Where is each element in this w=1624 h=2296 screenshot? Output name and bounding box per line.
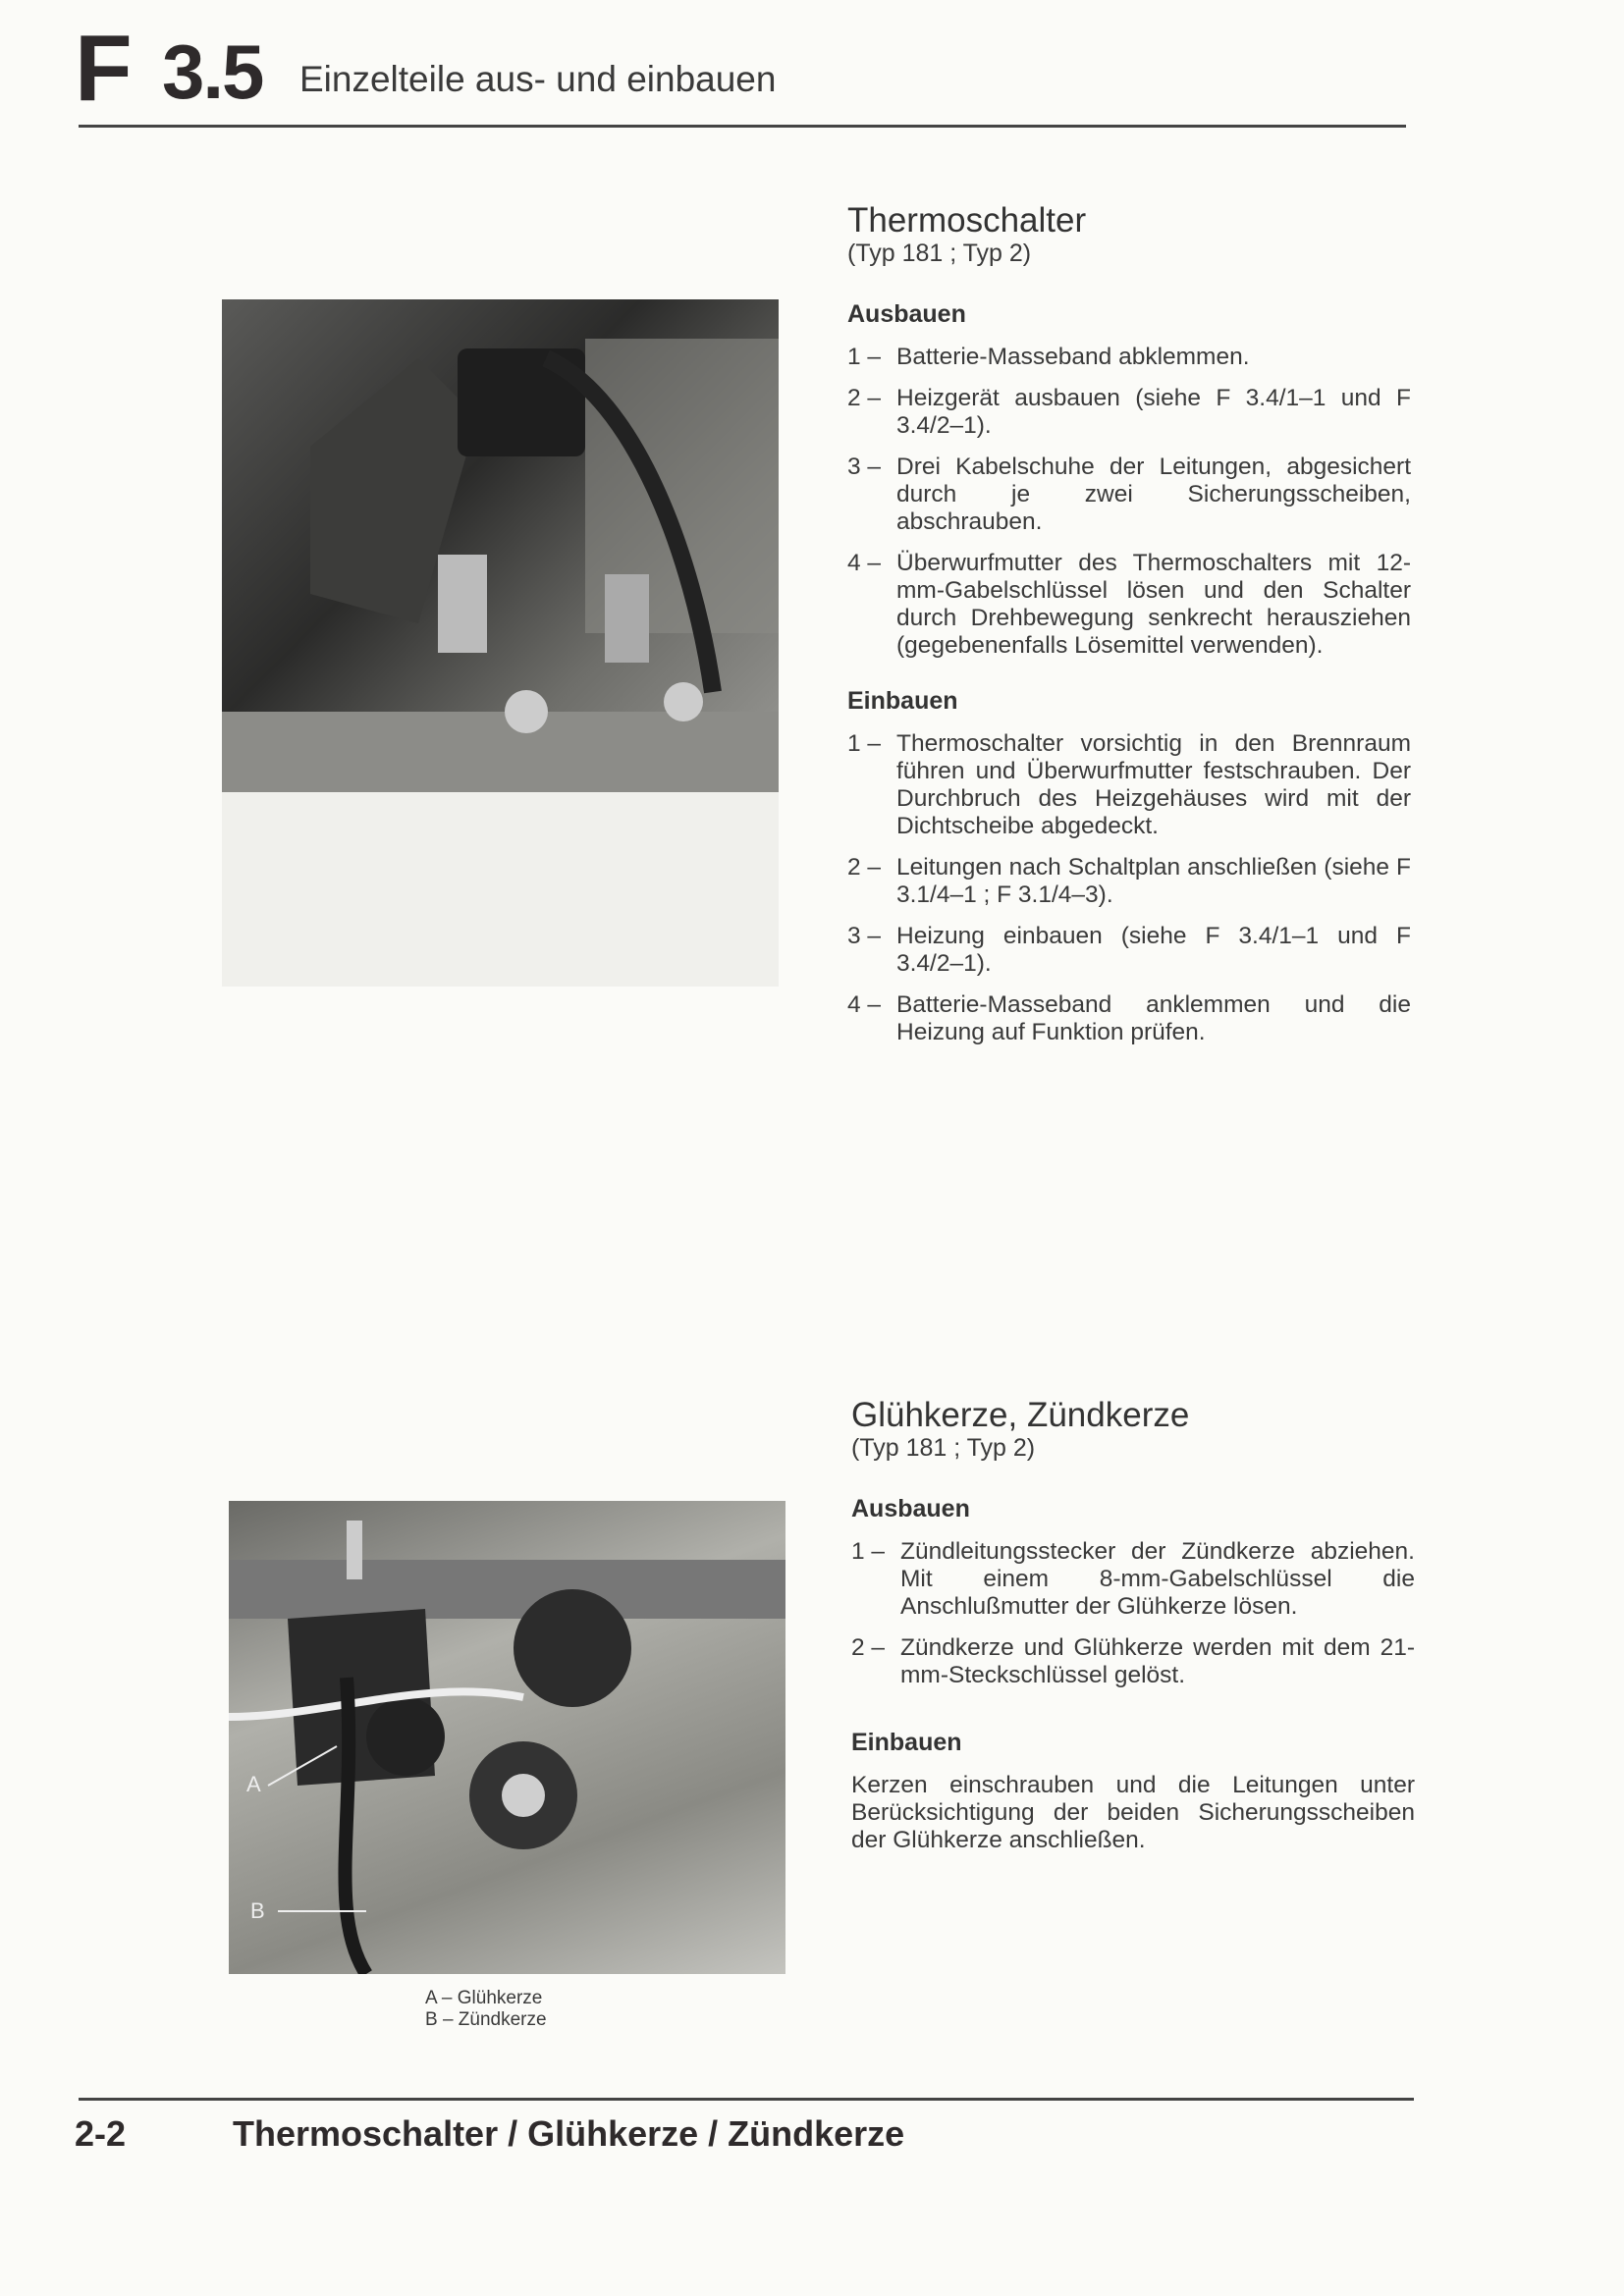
ausbauen-heading: Ausbauen: [851, 1495, 970, 1522]
step-number: 2 –: [847, 854, 882, 881]
step-item: [851, 1538, 1415, 1621]
photo-faded-area: [222, 792, 779, 987]
section-subtitle: (Typ 181 ; Typ 2): [851, 1434, 1036, 1462]
footer-rule: [79, 2098, 1414, 2101]
step-number: 3 –: [847, 454, 882, 480]
step-item: [847, 344, 1411, 371]
footer-title: Thermoschalter / Glühkerze / Zündkerze: [233, 2113, 905, 2154]
step-number: 2 –: [847, 385, 882, 411]
einbauen-heading: Einbauen: [851, 1729, 962, 1756]
caption-a: A – Glühkerze: [425, 1988, 543, 2008]
photo-caption: [425, 1988, 547, 2031]
step-number: 2 –: [851, 1634, 886, 1661]
section-letter: F: [75, 16, 131, 121]
step-number: 3 –: [847, 923, 882, 949]
step-text: Batterie-Masseband anklemmen und die Heizung auf Funktion prüfen.: [896, 991, 1411, 1045]
gluehkerze-photo-graphic: [229, 1501, 785, 1974]
step-text: Batterie-Masseband abklemmen.: [896, 344, 1250, 370]
step-number: 4 –: [847, 550, 882, 576]
caption-b: B – Zündkerze: [425, 2009, 547, 2030]
step-item: [847, 991, 1411, 1046]
gluehkerze-section: [851, 1397, 1415, 1854]
photo-label-a: A: [246, 1772, 261, 1796]
step-item: [847, 854, 1411, 909]
header-rule: [79, 125, 1406, 128]
photo-label-b: B: [250, 1898, 265, 1923]
section-number: 3.5: [162, 28, 263, 115]
section-subtitle: (Typ 181 ; Typ 2): [847, 240, 1032, 267]
section-title: Glühkerze, Zündkerze: [851, 1396, 1190, 1434]
step-number: 1 –: [847, 730, 882, 757]
ausbauen-heading: Ausbauen: [847, 300, 966, 328]
page-number: 2-2: [75, 2113, 127, 2154]
thermoschalter-photo-graphic: [222, 299, 779, 792]
step-number: 1 –: [847, 344, 882, 370]
step-item: [847, 385, 1411, 440]
step-text: Drei Kabelschuhe der Leitungen, abgesichert durch je zwei Sicherungsscheiben, abschrauben.: [896, 454, 1411, 535]
step-item: [847, 730, 1411, 840]
section-title: Thermoschalter: [847, 201, 1087, 240]
step-number: 1 –: [851, 1538, 886, 1565]
step-item: [847, 550, 1411, 660]
step-text: Zündleitungsstecker der Zündkerze abziehen. Mit einem 8-mm-Gabelschlüssel die Anschlußmutter der Glühkerze lösen.: [900, 1538, 1415, 1620]
einbauen-heading: Einbauen: [847, 687, 958, 715]
step-text: Leitungen nach Schaltplan anschließen (siehe F 3.1/4–1 ; F 3.1/4–3).: [896, 854, 1411, 908]
step-item: [847, 454, 1411, 536]
step-text: Zündkerze und Glühkerze werden mit dem 21-mm-Steckschlüssel gelöst.: [900, 1634, 1415, 1688]
step-item: [847, 923, 1411, 978]
page-title: Einzelteile aus- und einbauen: [299, 59, 777, 99]
gluehkerze-photo: [229, 1501, 785, 1974]
thermoschalter-photo: [222, 299, 779, 792]
step-text: Thermoschalter vorsichtig in den Brennraum führen und Überwurfmutter festschrauben. Der Durchbruch des Heizgehäuses wird mit der Dichtscheibe abgedeckt.: [896, 730, 1411, 839]
step-text: Heizgerät ausbauen (siehe F 3.4/1–1 und F 3.4/2–1).: [896, 385, 1411, 439]
step-number: 4 –: [847, 991, 882, 1018]
step-item: [851, 1634, 1415, 1689]
thermoschalter-section: [847, 202, 1411, 1060]
step-text: Heizung einbauen (siehe F 3.4/1–1 und F 3.4/2–1).: [896, 923, 1411, 977]
einbauen-text: Kerzen einschrauben und die Leitungen unter Berücksichtigung der beiden Sicherungsscheiben der Glühkerze anschließen.: [851, 1772, 1415, 1853]
step-text: Überwurfmutter des Thermoschalters mit 12-mm-Gabelschlüssel lösen und den Schalter durch Drehbewegung senkrecht herausziehen (gegebenenfalls Lösemittel verwenden).: [896, 550, 1411, 659]
